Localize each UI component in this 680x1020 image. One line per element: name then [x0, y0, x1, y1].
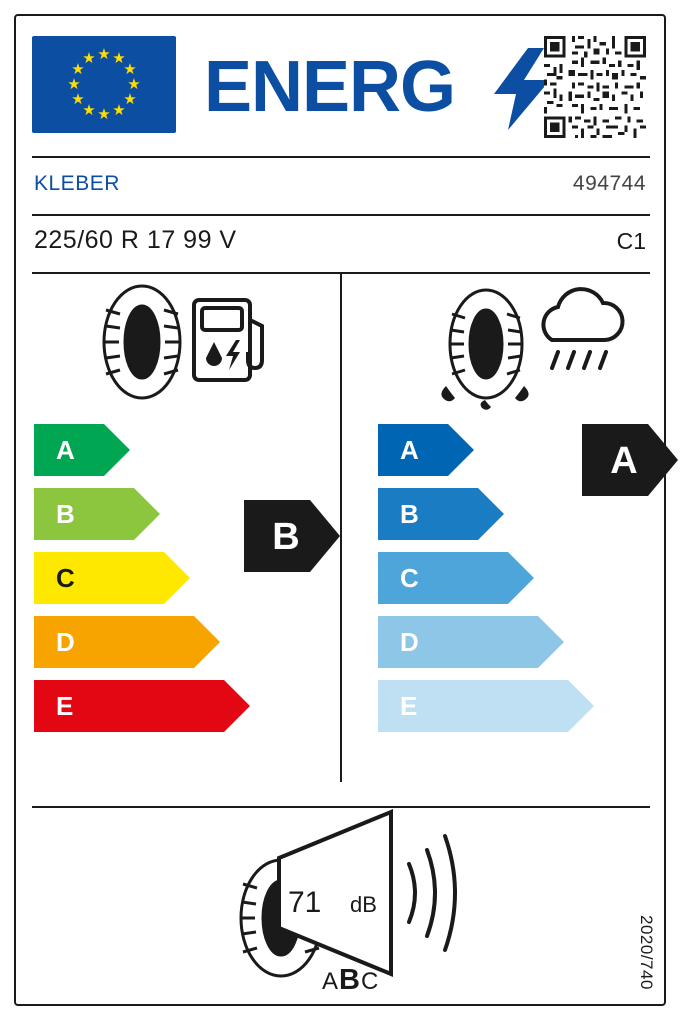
fuel-grade-letter: C	[56, 563, 75, 593]
noise-section	[16, 806, 664, 1006]
eu-star-icon: ★	[71, 61, 85, 78]
wet-grip-grade-letter: A	[400, 435, 419, 465]
eu-star-icon: ★	[127, 76, 141, 93]
wet-grip-grade-shape	[378, 424, 474, 476]
wet-grip-rating-badge	[582, 424, 678, 496]
wet-grip-rating-letter: A	[610, 440, 638, 482]
divider-header	[32, 156, 650, 158]
noise-class-b: B	[339, 964, 361, 996]
label-header	[16, 16, 664, 138]
rain-cloud-tyre-icon	[428, 282, 628, 412]
divider-brand	[32, 214, 650, 216]
tyre-size: 225/60 R 17 99 V	[34, 226, 237, 254]
eu-star-icon: ★	[112, 50, 126, 68]
eu-star-icon: ★	[112, 101, 126, 119]
eu-star-icon: ★	[97, 46, 111, 63]
noise-unit: dB	[350, 892, 377, 917]
eu-star-icon: ★	[71, 91, 85, 108]
tyre-energy-label	[14, 14, 666, 1006]
fuel-grade-shape	[34, 424, 130, 476]
fuel-pump-tyre-icon	[90, 282, 280, 402]
noise-class-c: C	[360, 968, 380, 995]
fuel-rating-badge	[244, 500, 340, 572]
wet-grip-grade-letter: D	[400, 627, 419, 657]
lightning-bolt-icon	[494, 48, 550, 130]
eu-star-icon: ★	[123, 91, 137, 108]
eu-star-icon: ★	[82, 101, 96, 119]
noise-class-scale	[322, 964, 379, 997]
tyre-class: C1	[616, 228, 646, 254]
noise-value: 71	[288, 886, 322, 919]
fuel-grade-letter: A	[56, 435, 75, 465]
product-code: 494744	[572, 172, 646, 195]
fuel-rating-letter: B	[272, 516, 300, 558]
divider-vertical	[340, 274, 342, 782]
fuel-grade-letter: B	[56, 499, 75, 529]
eu-star-icon: ★	[67, 76, 81, 93]
fuel-grade-shape	[34, 488, 160, 540]
qr-code-icon	[544, 36, 646, 138]
fuel-grade-letter: D	[56, 627, 75, 657]
regulation-reference: 2020/740	[637, 915, 656, 990]
wet-grip-grade-letter: B	[400, 499, 419, 529]
wet-grip-grade-letter: C	[400, 563, 419, 593]
eu-star-icon: ★	[97, 106, 111, 123]
eu-flag-icon	[32, 36, 176, 133]
brand-name: KLEBER	[34, 172, 120, 195]
page-title: ENERG	[204, 47, 456, 127]
wet-grip-grade-shape	[378, 488, 504, 540]
fuel-grade-letter: E	[56, 691, 74, 721]
eu-star-icon: ★	[123, 61, 137, 78]
noise-class-a: A	[322, 968, 340, 995]
eu-star-icon: ★	[82, 50, 96, 68]
wet-grip-grade-letter: E	[400, 691, 418, 721]
